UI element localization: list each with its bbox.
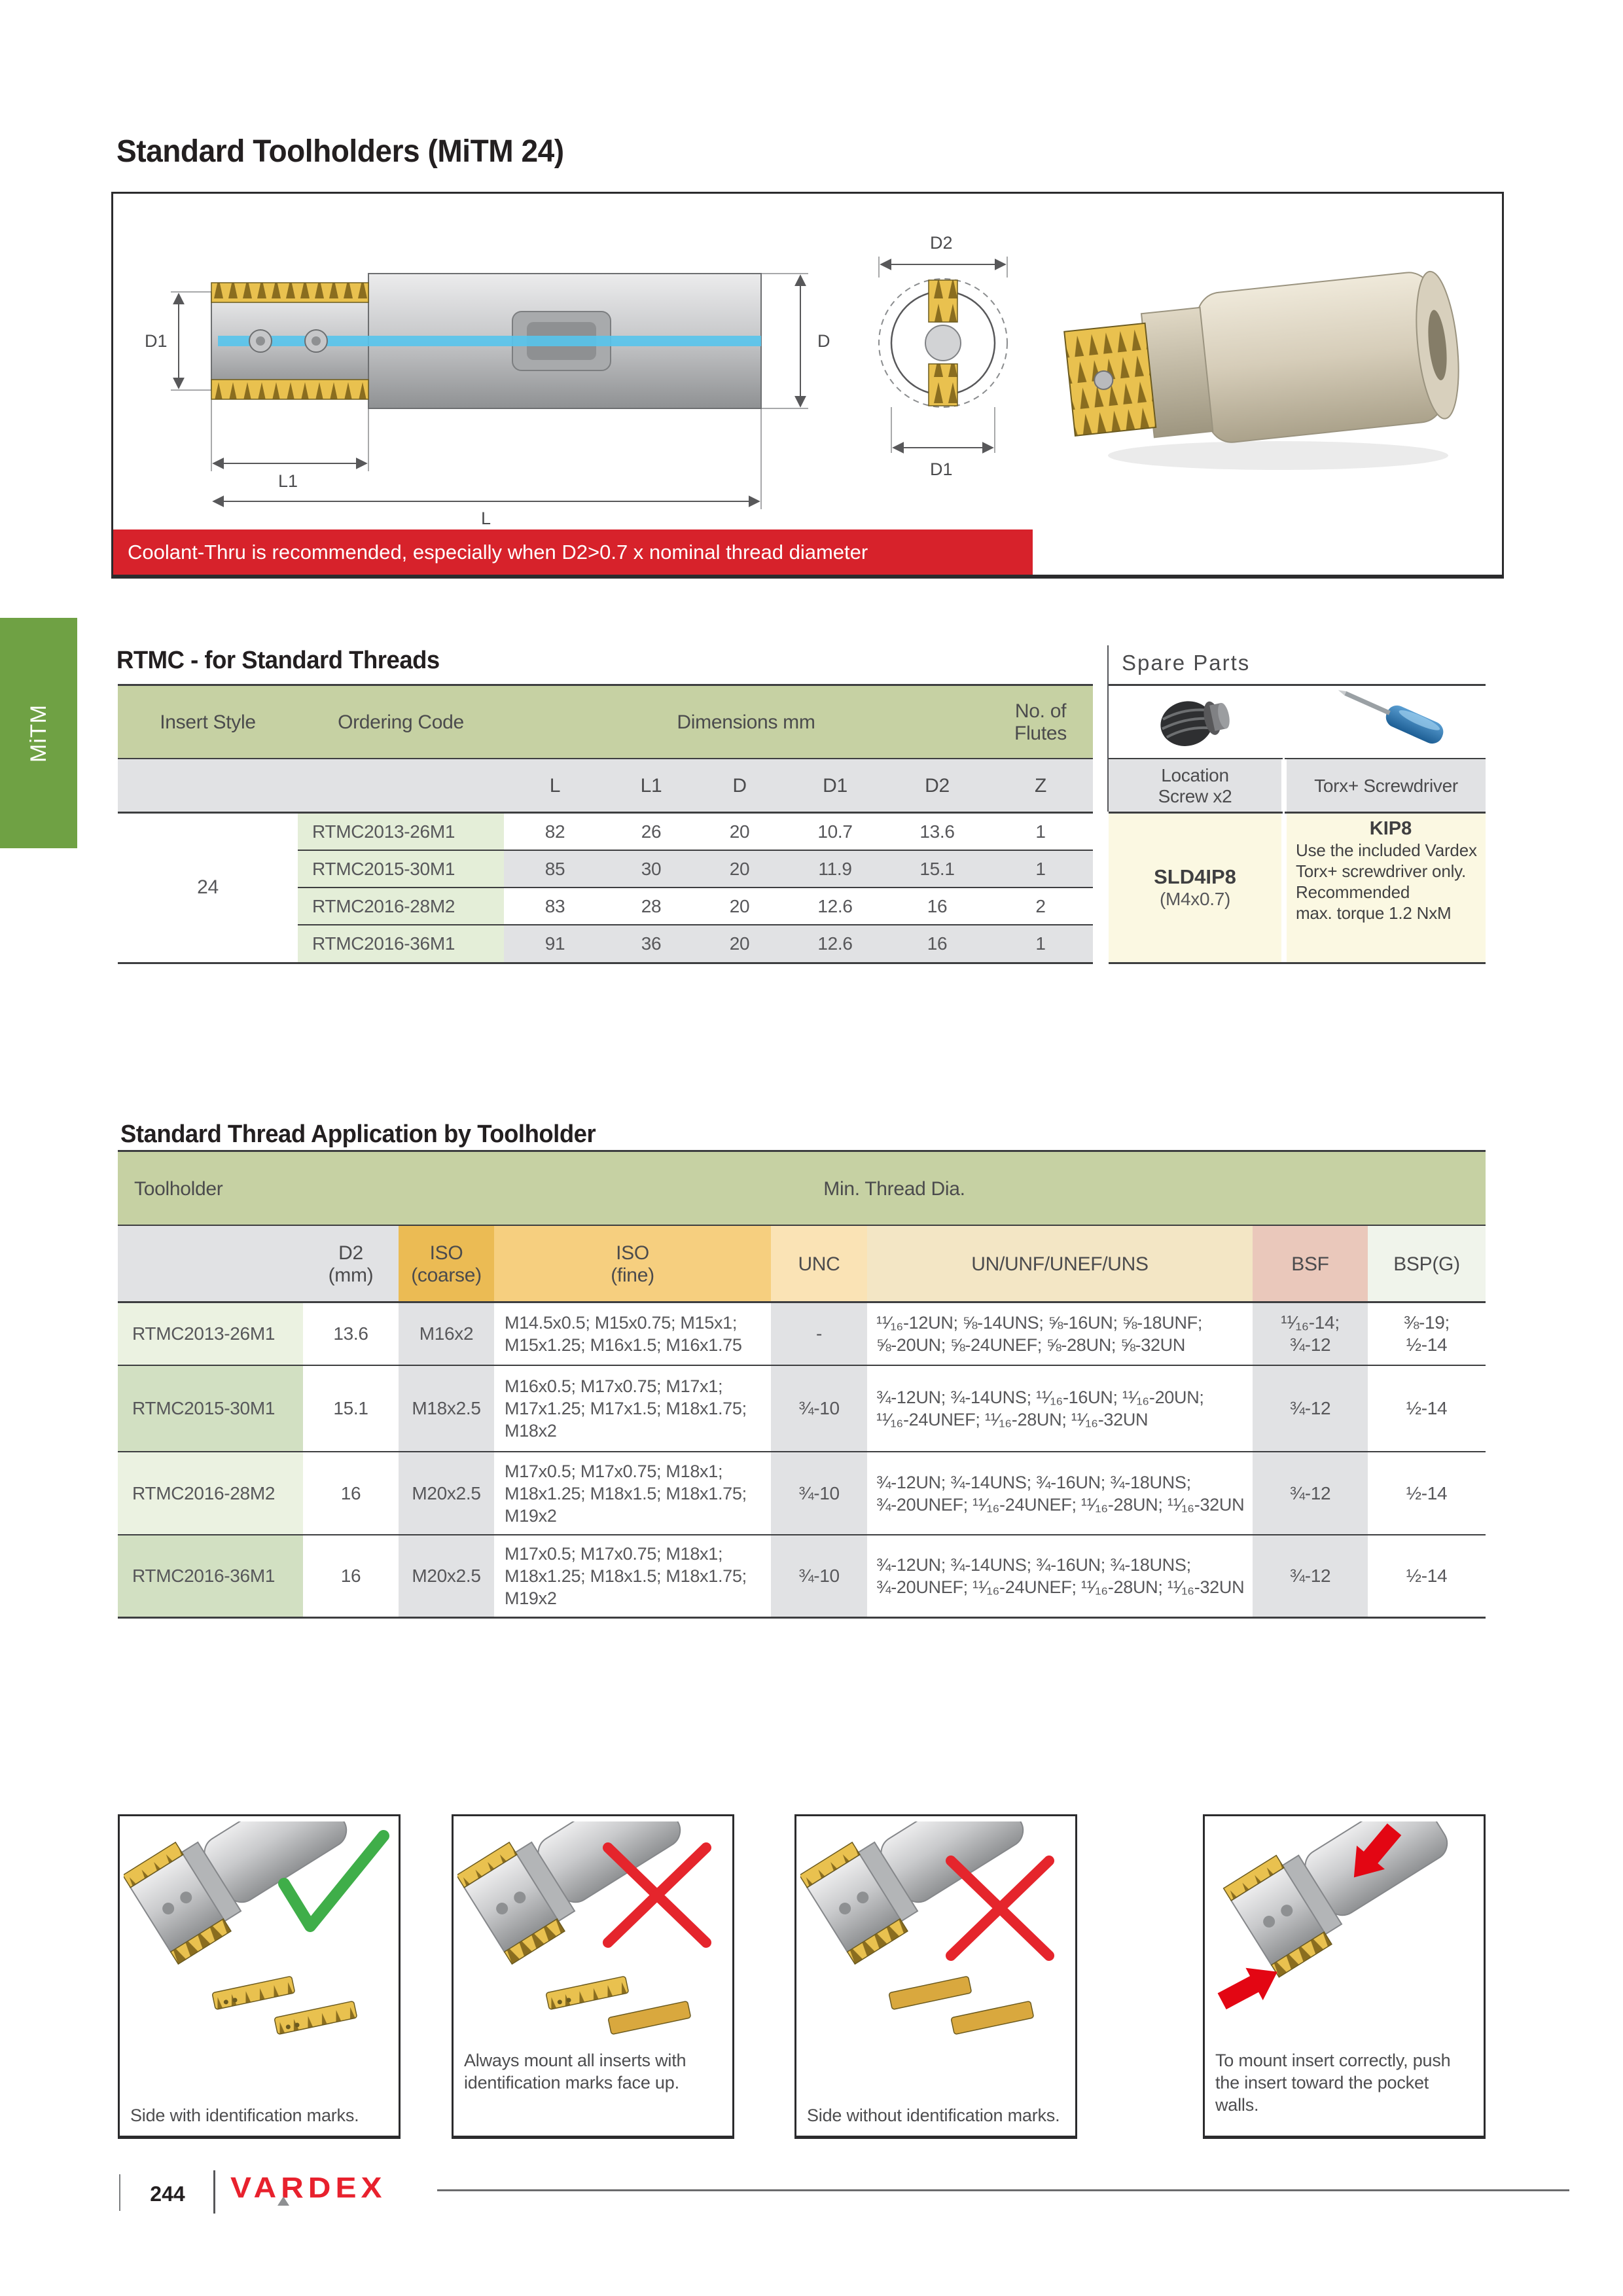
divider [437, 2189, 1569, 2191]
dim-col-D: D [732, 775, 747, 797]
sidebar-tab-mitm [0, 618, 77, 848]
cell-Z: 1 [1035, 821, 1046, 842]
driver-code: KIP8 [1369, 818, 1412, 839]
cell-bsp: ⅜-19; ½-14 [1368, 1302, 1486, 1365]
technical-drawing-panel [111, 192, 1504, 579]
toolholder-name-cell: RTMC2016-28M2 [118, 1452, 303, 1535]
cell-unc: ¾-10 [771, 1452, 867, 1535]
col-insert-style: Insert Style [160, 711, 256, 733]
toolholder-photo [1062, 268, 1465, 470]
cell-iso-coarse: M20x2.5 [399, 1535, 494, 1617]
cross-icon [608, 1848, 706, 1943]
label-d2-front: D2 [930, 233, 953, 253]
cell-bsp: ½-14 [1368, 1365, 1486, 1452]
cross-icon [951, 1861, 1049, 1956]
table-row [118, 850, 1093, 888]
cell-Z: 2 [1035, 895, 1046, 916]
divider [1109, 684, 1486, 686]
cell-iso-fine: M14.5x0.5; M15x0.75; M15x1; M15x1.25; M16x1.5; M16x1.75 [494, 1302, 771, 1365]
ordering-code-cell: RTMC2016-36M1 [298, 925, 504, 962]
cell-un: ¾-12UN; ¾-14UNS; ¹¹⁄₁₆-16UN; ¹¹⁄₁₆-20UN; ¹¹⁄₁₆-24UNEF; ¹¹⁄₁₆-28UN; ¹¹⁄₁₆-32UN [867, 1365, 1253, 1452]
col-dimensions: Dimensions mm [677, 711, 815, 733]
cell-L: 85 [544, 858, 565, 879]
cell-Z: 1 [1035, 933, 1046, 954]
divider [1109, 812, 1486, 814]
screw-thread: (M4x0.7) [1159, 889, 1231, 909]
subheader-blank [118, 1226, 303, 1302]
instruction-caption: Side with identification marks. [130, 2106, 359, 2125]
cell-bsp: ½-14 [1368, 1535, 1486, 1617]
driver-note: max. torque 1.2 NxM [1296, 903, 1452, 923]
subheader-d2-line1: D2 [338, 1242, 363, 1264]
table1-dim-band [118, 759, 1093, 813]
label-d1-front: D1 [930, 459, 953, 479]
cell-bsf: ¾-12 [1253, 1452, 1368, 1535]
page-number: 244 [150, 2181, 185, 2206]
cell-L1: 36 [641, 933, 662, 954]
toolholder-front-view [879, 279, 1007, 407]
divider [119, 2174, 120, 2211]
instruction-box-1 [118, 1814, 401, 2139]
toolholder-name-cell: RTMC2015-30M1 [118, 1365, 303, 1452]
instruction-caption: Always mount all inserts with identification marks face up. [464, 2051, 687, 2092]
divider [118, 1301, 1486, 1303]
subheader-bsf: BSF [1253, 1226, 1368, 1302]
subheader-iso-fine-line1: ISO [616, 1242, 649, 1264]
table-row [118, 1302, 1486, 1365]
col-no-of-flutes: No. of Flutes [1014, 700, 1067, 744]
logo-triangle [277, 2197, 289, 2206]
label-d1-side: D1 [145, 331, 168, 351]
cell-D1: 10.7 [817, 821, 853, 842]
col-min-thread-dia: Min. Thread Dia. [823, 1177, 965, 1200]
instruction-caption: To mount insert correctly, push the insert toward the pocket walls. [1215, 2051, 1451, 2115]
spare-driver-header: Torx+ Screwdriver [1287, 759, 1486, 813]
divider [118, 1534, 1486, 1535]
toolholder-mounting-illustration [1209, 1821, 1480, 2057]
divider [118, 1617, 1486, 1619]
spare-driver-cell [1287, 813, 1486, 962]
cell-d2: 16 [303, 1535, 399, 1617]
cell-D1: 11.9 [818, 858, 852, 879]
cell-D1: 12.6 [817, 933, 853, 954]
dim-col-Z: Z [1034, 775, 1047, 797]
spare-parts-title: Spare Parts [1122, 651, 1251, 675]
dim-col-D2: D2 [925, 775, 950, 797]
table-row [118, 813, 1093, 850]
cell-L1: 30 [641, 858, 662, 879]
cell-Z: 1 [1035, 858, 1046, 879]
divider [118, 684, 1093, 686]
subheader-iso-fine-line2: (fine) [611, 1264, 654, 1286]
cell-iso-fine: M17x0.5; M17x0.75; M18x1; M18x1.25; M18x1.5; M18x1.75; M19x2 [494, 1535, 771, 1617]
toolholder-name-cell: RTMC2016-36M1 [118, 1535, 303, 1617]
cell-bsp: ½-14 [1368, 1452, 1486, 1535]
spare-screw-header [1109, 759, 1281, 813]
subheader-bsp: BSP(G) [1368, 1226, 1486, 1302]
table1-header-band [118, 686, 1093, 759]
cell-D: 20 [729, 895, 750, 916]
cell-bsf: ¹¹⁄₁₆-14; ¾-12 [1253, 1302, 1368, 1365]
driver-note: Recommended [1296, 882, 1410, 902]
subheader-iso-coarse-line2: (coarse) [411, 1264, 482, 1286]
subheader-d2 [303, 1226, 399, 1302]
ordering-code-cell: RTMC2013-26M1 [298, 813, 504, 850]
cell-iso-coarse: M20x2.5 [399, 1452, 494, 1535]
coolant-channel [218, 336, 761, 346]
cell-d2: 16 [303, 1452, 399, 1535]
col-toolholder: Toolholder [134, 1177, 223, 1200]
cell-D2: 16 [927, 895, 948, 916]
divider [118, 758, 1093, 759]
divider [118, 1225, 1486, 1226]
divider [298, 887, 1093, 888]
vardex-logo: VARDEX [230, 2172, 387, 2204]
divider [118, 1365, 1486, 1366]
table-row [118, 1365, 1486, 1452]
instruction-box-2 [452, 1814, 734, 2139]
cell-D2: 16 [927, 933, 948, 954]
spare-screw-header-line1: Location [1161, 765, 1229, 785]
cell-iso-fine: M16x0.5; M17x0.75; M17x1; M17x1.25; M17x1.5; M18x1.75; M18x2 [494, 1365, 771, 1452]
table-row [118, 1535, 1486, 1617]
cell-D: 20 [729, 933, 750, 954]
divider [118, 1150, 1486, 1152]
location-screw-icon [1152, 690, 1238, 755]
cell-un: ¹¹⁄₁₆-12UN; ⅝-14UNS; ⅝-16UN; ⅝-18UNF; ⅝-20UN; ⅝-24UNEF; ⅝-28UN; ⅝-32UN [867, 1302, 1253, 1365]
subheader-iso-fine [494, 1226, 771, 1302]
ordering-code-cell: RTMC2015-30M1 [298, 850, 504, 888]
spare-screw-cell [1109, 813, 1281, 962]
toolholder-mounting-illustration [800, 1821, 1071, 2057]
cell-L: 82 [544, 821, 565, 842]
table-row [118, 1452, 1486, 1535]
cell-D: 20 [729, 858, 750, 879]
driver-note: Use the included Vardex [1296, 840, 1477, 860]
ordering-code-cell: RTMC2016-28M2 [298, 888, 504, 925]
cell-unc: ¾-10 [771, 1365, 867, 1452]
cell-L: 83 [544, 895, 565, 916]
divider [1283, 686, 1285, 962]
page-title: Standard Toolholders (MiTM 24) [116, 134, 564, 169]
label-l1: L1 [278, 471, 298, 491]
screw-code: SLD4IP8 [1154, 865, 1236, 888]
dim-col-D1: D1 [823, 775, 847, 797]
sidebar-tab-label: MiTM [26, 704, 51, 762]
insert-style-cell: 24 [197, 876, 219, 898]
label-l: L [481, 509, 491, 528]
table-row [118, 925, 1093, 962]
cell-L1: 26 [641, 821, 662, 842]
insert-illustration [274, 2001, 357, 2034]
table-row [118, 888, 1093, 925]
label-d: D [817, 331, 830, 351]
cell-d2: 15.1 [303, 1365, 399, 1452]
subheader-un: UN/UNF/UNEF/UNS [867, 1226, 1253, 1302]
table2-subheader-row [118, 1226, 1486, 1302]
divider [118, 962, 1093, 964]
dim-col-L1: L1 [640, 775, 662, 797]
cell-L1: 28 [641, 895, 662, 916]
toolholder-mounting-illustration [457, 1821, 728, 2057]
toolholder-side-view [211, 274, 761, 408]
spare-driver-image-cell [1287, 686, 1486, 759]
toolholder-name-cell: RTMC2013-26M1 [118, 1302, 303, 1365]
table1-title: RTMC - for Standard Threads [116, 647, 440, 674]
table2-header-band [118, 1152, 1486, 1226]
cell-unc: - [771, 1302, 867, 1365]
cell-D2: 15.1 [919, 858, 955, 879]
table2-title: Standard Thread Application by Toolholder [120, 1121, 596, 1148]
cell-iso-fine: M17x0.5; M17x0.75; M18x1; M18x1.25; M18x1.5; M18x1.75; M19x2 [494, 1452, 771, 1535]
divider [213, 2170, 215, 2214]
cell-iso-coarse: M16x2 [399, 1302, 494, 1365]
col-ordering-code: Ordering Code [338, 711, 464, 733]
torx-screwdriver-icon [1317, 690, 1455, 755]
cell-D: 20 [729, 821, 750, 842]
cell-iso-coarse: M18x2.5 [399, 1365, 494, 1452]
toolholder-illustration [124, 1821, 361, 1964]
subheader-iso-coarse [399, 1226, 494, 1302]
subheader-iso-coarse-line1: ISO [429, 1242, 463, 1264]
cell-unc: ¾-10 [771, 1535, 867, 1617]
cell-un: ¾-12UN; ¾-14UNS; ¾-16UN; ¾-18UNS; ¾-20UNEF; ¹¹⁄₁₆-24UNEF; ¹¹⁄₁₆-28UN; ¹¹⁄₁₆-32UN [867, 1535, 1253, 1617]
instruction-box-4 [1203, 1814, 1486, 2139]
driver-note: Torx+ screwdriver only. [1296, 861, 1467, 881]
spare-screw-header-line2: Screw x2 [1158, 786, 1232, 806]
divider [118, 1451, 1486, 1452]
divider [298, 850, 1093, 851]
divider [298, 924, 1093, 925]
divider [1109, 758, 1486, 759]
insert-illustration [212, 1976, 295, 2009]
subheader-unc: UNC [771, 1226, 867, 1302]
toolholder-mounting-illustration [124, 1821, 395, 2057]
divider [1109, 962, 1486, 964]
toolholder-technical-drawing [113, 194, 1502, 575]
cell-bsf: ¾-12 [1253, 1535, 1368, 1617]
divider [118, 812, 1093, 814]
cell-bsf: ¾-12 [1253, 1365, 1368, 1452]
spare-screw-image-cell [1109, 686, 1281, 759]
cell-D1: 12.6 [817, 895, 853, 916]
subheader-d2-line2: (mm) [328, 1264, 374, 1286]
instruction-caption: Side without identification marks. [807, 2106, 1060, 2125]
cell-D2: 13.6 [919, 821, 955, 842]
cell-L: 91 [544, 933, 565, 954]
instruction-box-3 [794, 1814, 1077, 2139]
dim-col-L: L [549, 775, 561, 797]
coolant-banner: Coolant-Thru is recommended, especially when D2>0.7 x nominal thread diameter [113, 529, 1033, 575]
cell-d2: 13.6 [303, 1302, 399, 1365]
cell-un: ¾-12UN; ¾-14UNS; ¾-16UN; ¾-18UNS; ¾-20UNEF; ¹¹⁄₁₆-24UNEF; ¹¹⁄₁₆-28UN; ¹¹⁄₁₆-32UN [867, 1452, 1253, 1535]
